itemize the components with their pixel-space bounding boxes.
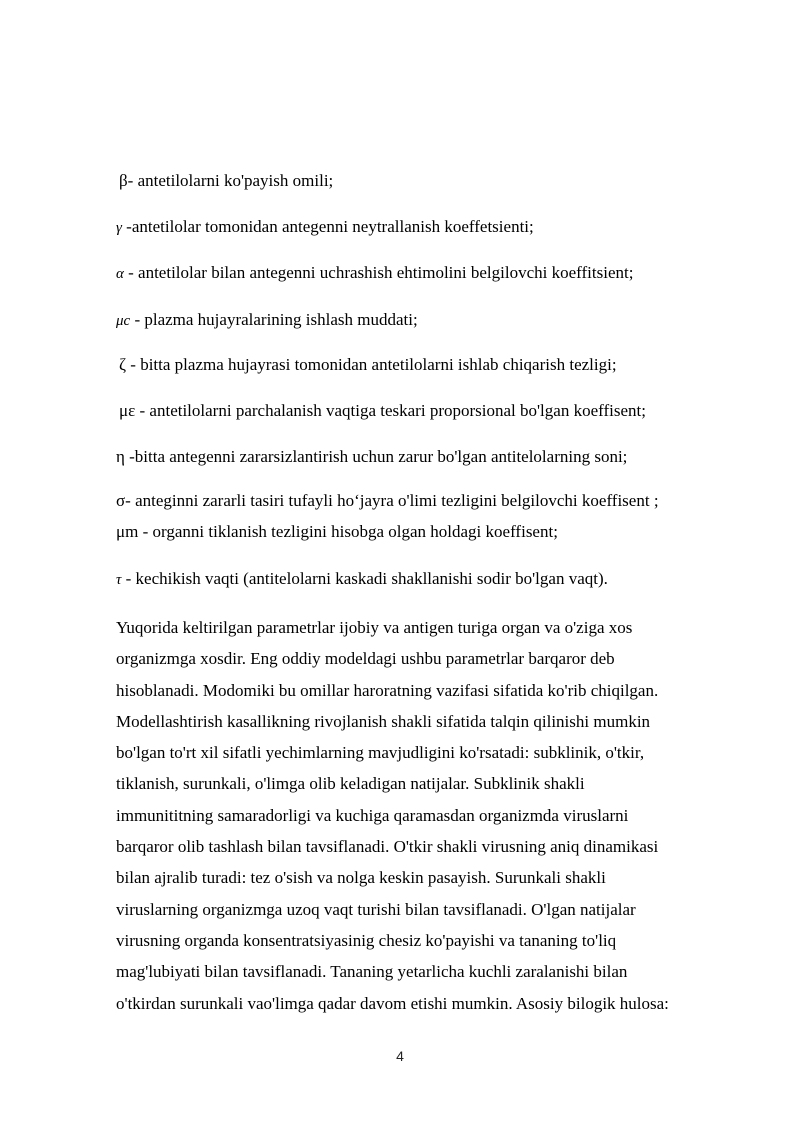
definition-text: - kechikish vaqti (antitelolarni kaskadi shakllanishi sodir bo'lgan vaqt). — [125, 569, 608, 588]
definition-text: - plazma hujayralarining ishlash muddati; — [134, 310, 418, 329]
symbol-zeta: ζ — [119, 355, 127, 374]
symbol-beta: β — [119, 171, 128, 190]
definition-beta — [119, 171, 333, 191]
paragraph-line: virusning organda konsentratsiyasinig chesiz ko'payishi va tananing to'liq — [116, 930, 617, 950]
paragraph-line: barqaror olib tashlash bilan tavsiflanadi. O'tkir shakli virusning aniq dinamikasi — [116, 837, 659, 857]
definition-text: -antetilolar tomonidan antegenni neytrallanish koeffetsienti; — [126, 217, 534, 236]
paragraph-line: organizmga xosdir. Eng oddiy modeldagi ushbu parametrlar barqaror deb — [116, 649, 615, 669]
definition-eta — [116, 447, 627, 467]
definition-sigma — [116, 491, 659, 511]
definition-text: - antetilolarni parchalanish vaqtiga teskari proporsional bo'lgan koeffisent; — [139, 401, 646, 420]
definition-text: - organni tiklanish tezligini hisobga olgan holdagi koeffisent; — [142, 522, 558, 541]
paragraph-line: mag'lubiyati bilan tavsiflanadi. Tananing yetarlicha kuchli zaralanishi bilan — [116, 962, 628, 982]
symbol-alpha: α — [116, 266, 124, 282]
definition-mu-c — [116, 310, 418, 331]
definition-tau — [116, 569, 608, 590]
definition-zeta — [119, 355, 617, 375]
page-number: 4 — [396, 1048, 404, 1064]
paragraph-line: immunititning samaradorligi va kuchiga qaramasdan organizmda viruslarni — [116, 805, 629, 825]
definition-mu-epsilon — [119, 401, 646, 421]
body-paragraph — [116, 612, 736, 1019]
symbol-mu-c: μc — [116, 313, 131, 329]
definition-text: - antetilolarni ko'payish omili; — [127, 171, 334, 190]
symbol-tau: τ — [116, 572, 122, 588]
paragraph-line: Modellashtirish kasallikning rivojlanish shakli sifatida talqin qilinishi mumkin — [116, 711, 651, 731]
symbol-gamma: γ — [116, 220, 122, 236]
paragraph-line: bilan ajralib turadi: tez o'sish va nolga keskin pasayish. Surunkali shakli — [116, 868, 606, 888]
paragraph-line: viruslarning organizmga uzoq vaqt turishi bilan tavsiflanadi. O'lgan natijalar — [116, 899, 636, 919]
paragraph-line: hisoblanadi. Modomiki bu omillar haroratning vazifasi sifatida ko'rib chiqilgan. — [116, 680, 659, 700]
paragraph-line: bo'lgan to'rt xil sifatli yechimlarning mavjudligini ko'rsatadi: subklinik, o'tkir, — [116, 743, 645, 763]
paragraph-text — [116, 612, 736, 1019]
paragraph-line: Yuqorida keltirilgan parametrlar ijobiy va antigen turiga organ va o'ziga xos — [116, 618, 633, 637]
paragraph-line: tiklanish, surunkali, o'limga olib keladigan natijalar. Subklinik shakli — [116, 774, 585, 794]
definition-gamma — [116, 217, 534, 238]
paragraph-line: o'tkirdan surunkali vao'limga qadar davom etishi mumkin. Asosiy bilogik hulosa: — [116, 993, 669, 1013]
symbol-sigma: σ — [116, 491, 126, 510]
definition-text: -bitta antegenni zararsizlantirish uchun zarur bo'lgan antitelolarning soni; — [129, 447, 628, 466]
definition-text: - anteginni zararli tasiri tufayli ho‘jayra o'limi tezligini belgilovchi koeffisent ; — [125, 491, 659, 510]
symbol-mu-epsilon: με — [119, 401, 136, 420]
definition-text: - bitta plazma hujayrasi tomonidan antetilolarni ishlab chiqarish tezligi; — [130, 355, 617, 374]
definition-text: - antetilolar bilan antegenni uchrashish ehtimolini belgilovchi koeffitsient; — [128, 263, 634, 282]
symbol-eta: η — [116, 447, 125, 466]
definition-alpha — [116, 263, 633, 284]
definition-mu-m — [116, 522, 558, 542]
symbol-mu-m: μm — [116, 522, 139, 541]
